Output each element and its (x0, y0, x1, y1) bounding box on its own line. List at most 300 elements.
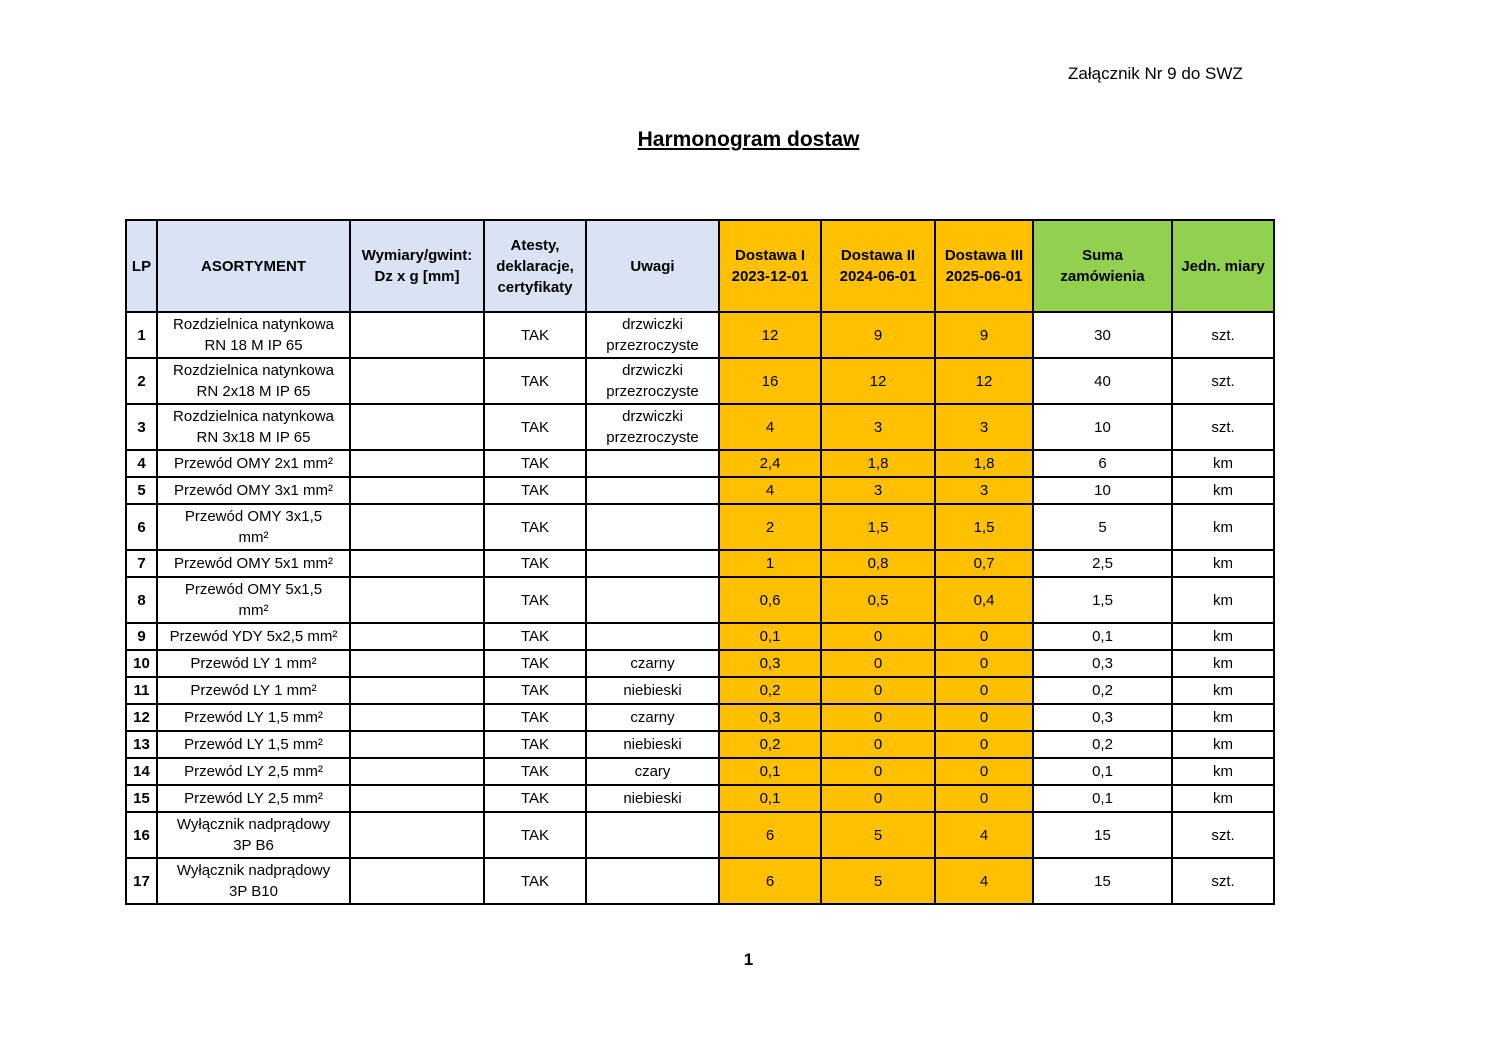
cell-lp-text: 15 (133, 790, 150, 807)
col-header-wymiary (350, 220, 484, 312)
cell-dostawa-3 (935, 623, 1033, 650)
cell-suma (1033, 677, 1172, 704)
cell-dostawa-1 (719, 550, 821, 577)
cell-suma (1033, 312, 1172, 358)
cell-uwagi (586, 785, 719, 812)
cell-dostawa-1 (719, 758, 821, 785)
cell-jedn (1172, 504, 1274, 550)
cell-asortyment (157, 677, 350, 704)
cell-dostawa-1 (719, 785, 821, 812)
cell-wymiary (350, 477, 484, 504)
cell-jedn-text: szt. (1211, 372, 1235, 390)
col-header-dostawa-1-name: Dostawa I (734, 247, 806, 264)
cell-wymiary (350, 312, 484, 358)
cell-suma (1033, 731, 1172, 758)
cell-uwagi (586, 404, 719, 450)
cell-wymiary (350, 812, 484, 858)
cell-jedn-text: szt. (1211, 872, 1235, 890)
cell-atesty (484, 677, 586, 704)
cell-asortyment (157, 858, 350, 904)
cell-dostawa-3 (935, 758, 1033, 785)
table-header-row (126, 220, 1274, 312)
cell-uwagi (586, 550, 719, 577)
cell-jedn (1172, 312, 1274, 358)
cell-dostawa-1-text: 1 (765, 555, 775, 572)
cell-suma (1033, 623, 1172, 650)
cell-asortyment-text-1: Przewód OMY 2x1 mm² (174, 455, 333, 472)
cell-lp-text: 12 (133, 709, 150, 726)
cell-jedn (1172, 358, 1274, 404)
cell-dostawa-3-text: 0,4 (973, 591, 995, 609)
cell-dostawa-1 (719, 858, 821, 904)
cell-suma-text: 15 (1094, 826, 1111, 844)
cell-lp-text: 10 (133, 655, 150, 672)
cell-dostawa-2 (821, 358, 935, 404)
col-header-wymiary-line2: Dz x g [mm] (374, 268, 460, 285)
cell-suma (1033, 577, 1172, 623)
cell-wymiary (350, 858, 484, 904)
cell-asortyment-text-1: Przewód LY 1,5 mm² (184, 709, 323, 726)
cell-atesty-text: TAK (520, 763, 550, 780)
cell-dostawa-1 (719, 677, 821, 704)
cell-dostawa-1 (719, 504, 821, 550)
cell-dostawa-2-text: 0,5 (867, 591, 889, 609)
cell-lp (126, 450, 157, 477)
cell-dostawa-3-text: 9 (979, 326, 989, 344)
cell-asortyment-text-1: Przewód LY 1,5 mm² (184, 736, 323, 753)
table-row (126, 577, 1274, 623)
table-row (126, 677, 1274, 704)
cell-atesty-text: TAK (520, 482, 550, 499)
cell-jedn (1172, 677, 1274, 704)
col-header-suma-line2: zamówienia (1060, 268, 1145, 285)
cell-dostawa-1-text: 0,2 (759, 682, 781, 699)
cell-uwagi (586, 504, 719, 550)
cell-atesty (484, 358, 586, 404)
cell-atesty (484, 785, 586, 812)
cell-wymiary (350, 704, 484, 731)
cell-dostawa-1-text: 0,2 (759, 736, 781, 753)
cell-suma (1033, 650, 1172, 677)
table-row (126, 704, 1274, 731)
cell-atesty (484, 623, 586, 650)
cell-jedn-text: km (1213, 763, 1233, 780)
cell-asortyment-text-1: Rozdzielnica natynkowa (173, 316, 334, 333)
cell-atesty (484, 577, 586, 623)
cell-suma-text: 2,5 (1092, 555, 1113, 572)
cell-jedn (1172, 650, 1274, 677)
cell-dostawa-1-text: 6 (765, 872, 775, 890)
cell-jedn-text: km (1213, 655, 1233, 672)
cell-atesty-text: TAK (520, 455, 550, 472)
cell-atesty (484, 650, 586, 677)
cell-atesty-text: TAK (520, 682, 550, 699)
cell-asortyment-text-2: RN 3x18 M IP 65 (196, 429, 311, 446)
cell-dostawa-3 (935, 677, 1033, 704)
cell-asortyment-text-2: mm² (238, 602, 269, 619)
cell-dostawa-2-text: 12 (869, 372, 887, 390)
cell-dostawa-2-text: 5 (873, 872, 883, 890)
cell-dostawa-3 (935, 504, 1033, 550)
cell-asortyment-text-1: Rozdzielnica natynkowa (173, 408, 334, 425)
cell-uwagi (586, 858, 719, 904)
cell-dostawa-1 (719, 623, 821, 650)
cell-dostawa-2 (821, 550, 935, 577)
cell-lp-text: 17 (133, 872, 150, 890)
cell-wymiary (350, 758, 484, 785)
table-row (126, 477, 1274, 504)
cell-atesty (484, 812, 586, 858)
delivery-schedule-table (125, 219, 1275, 905)
cell-suma-text: 30 (1094, 326, 1111, 344)
cell-asortyment-text-1: Przewód LY 2,5 mm² (184, 763, 323, 780)
cell-lp (126, 312, 157, 358)
cell-wymiary (350, 623, 484, 650)
cell-jedn-text: km (1213, 482, 1233, 499)
col-header-suma-line1: Suma (1082, 247, 1123, 264)
cell-dostawa-3 (935, 650, 1033, 677)
cell-dostawa-2 (821, 650, 935, 677)
cell-lp (126, 650, 157, 677)
cell-jedn (1172, 812, 1274, 858)
cell-jedn-text: km (1213, 555, 1233, 572)
cell-jedn-text: km (1213, 591, 1233, 609)
cell-atesty-text: TAK (520, 655, 550, 672)
table-row (126, 812, 1274, 858)
cell-lp (126, 477, 157, 504)
cell-jedn-text: szt. (1211, 326, 1235, 344)
cell-lp-text: 6 (137, 518, 146, 536)
table-row (126, 623, 1274, 650)
cell-jedn (1172, 550, 1274, 577)
cell-asortyment (157, 404, 350, 450)
cell-wymiary (350, 677, 484, 704)
cell-uwagi (586, 812, 719, 858)
cell-uwagi-text-1: drzwiczki (622, 362, 683, 379)
cell-dostawa-2 (821, 404, 935, 450)
cell-dostawa-3-text: 12 (975, 372, 993, 390)
cell-wymiary (350, 358, 484, 404)
cell-wymiary (350, 504, 484, 550)
cell-lp-text: 7 (137, 555, 146, 572)
cell-atesty (484, 504, 586, 550)
cell-lp-text: 13 (133, 736, 150, 753)
cell-uwagi (586, 677, 719, 704)
cell-atesty (484, 731, 586, 758)
cell-atesty-text: TAK (520, 372, 550, 390)
cell-lp-text: 8 (137, 591, 146, 609)
cell-dostawa-2-text: 1,8 (867, 455, 889, 472)
cell-jedn (1172, 450, 1274, 477)
cell-suma-text: 0,2 (1092, 682, 1113, 699)
cell-dostawa-3-text: 0 (979, 790, 989, 807)
cell-uwagi-text-1: niebieski (623, 790, 682, 807)
cell-asortyment (157, 450, 350, 477)
cell-dostawa-3-text: 0 (979, 736, 989, 753)
cell-asortyment (157, 704, 350, 731)
cell-asortyment-text-2: RN 2x18 M IP 65 (196, 383, 311, 400)
table-row (126, 650, 1274, 677)
cell-dostawa-2-text: 0,8 (867, 555, 889, 572)
cell-lp-text: 1 (137, 326, 146, 344)
table-row (126, 450, 1274, 477)
col-header-jedn: Jedn. miary (1172, 220, 1274, 312)
cell-dostawa-1-text: 4 (765, 482, 775, 499)
cell-uwagi (586, 704, 719, 731)
col-header-wymiary-line1: Wymiary/gwint: (361, 247, 473, 264)
cell-uwagi-text-1: drzwiczki (622, 316, 683, 333)
cell-asortyment-text-1: Przewód LY 1 mm² (190, 682, 317, 699)
cell-lp-text: 2 (137, 372, 146, 390)
cell-atesty (484, 704, 586, 731)
cell-suma-text: 5 (1098, 518, 1107, 536)
cell-asortyment-text-1: Przewód LY 1 mm² (190, 655, 317, 672)
cell-dostawa-1-text: 16 (761, 372, 779, 390)
cell-dostawa-1-text: 0,1 (759, 763, 781, 780)
cell-asortyment-text-1: Przewód OMY 5x1,5 (184, 581, 323, 598)
cell-uwagi-text-1: czarny (630, 709, 675, 726)
cell-dostawa-2-text: 0 (873, 655, 883, 672)
cell-suma-text: 0,2 (1092, 736, 1113, 753)
cell-dostawa-2 (821, 312, 935, 358)
cell-dostawa-1-text: 0,3 (759, 709, 781, 726)
cell-lp (126, 785, 157, 812)
cell-dostawa-1 (719, 704, 821, 731)
cell-dostawa-3-text: 0,7 (973, 555, 995, 572)
col-header-dostawa-2-date: 2024-06-01 (839, 268, 917, 285)
cell-lp-text: 14 (133, 763, 150, 780)
table-row (126, 785, 1274, 812)
cell-dostawa-3 (935, 404, 1033, 450)
cell-lp-text: 3 (137, 418, 146, 436)
cell-suma-text: 0,3 (1092, 655, 1113, 672)
cell-dostawa-3-text: 3 (979, 418, 989, 436)
cell-dostawa-1-text: 6 (765, 826, 775, 844)
cell-dostawa-3 (935, 312, 1033, 358)
cell-dostawa-1 (719, 650, 821, 677)
cell-dostawa-1-text: 2,4 (759, 455, 781, 472)
cell-atesty (484, 312, 586, 358)
cell-suma (1033, 358, 1172, 404)
cell-lp (126, 812, 157, 858)
cell-uwagi (586, 477, 719, 504)
cell-lp (126, 677, 157, 704)
cell-suma-text: 10 (1094, 482, 1111, 499)
cell-asortyment-text-1: Wyłącznik nadprądowy (176, 816, 331, 833)
cell-dostawa-3 (935, 785, 1033, 812)
cell-asortyment (157, 650, 350, 677)
col-header-asortyment: ASORTYMENT (157, 220, 350, 312)
cell-suma (1033, 812, 1172, 858)
cell-uwagi-text-2: przezroczyste (606, 429, 699, 446)
cell-lp-text: 5 (137, 482, 146, 499)
cell-atesty-text: TAK (520, 591, 550, 609)
cell-dostawa-2-text: 0 (873, 628, 883, 645)
attachment-label: Załącznik Nr 9 do SWZ (1068, 64, 1243, 83)
cell-jedn (1172, 477, 1274, 504)
table-row (126, 758, 1274, 785)
cell-asortyment-text-2: mm² (238, 529, 269, 546)
cell-dostawa-1-text: 0,6 (759, 591, 781, 609)
cell-dostawa-3 (935, 812, 1033, 858)
cell-uwagi (586, 623, 719, 650)
cell-dostawa-2-text: 0 (873, 763, 883, 780)
cell-uwagi-text-1: niebieski (623, 682, 682, 699)
cell-dostawa-3-text: 3 (979, 482, 989, 499)
cell-dostawa-2 (821, 450, 935, 477)
cell-wymiary (350, 550, 484, 577)
cell-asortyment (157, 577, 350, 623)
cell-asortyment (157, 358, 350, 404)
cell-suma-text: 40 (1094, 372, 1111, 390)
cell-lp (126, 704, 157, 731)
cell-suma (1033, 477, 1172, 504)
col-header-atesty (484, 220, 586, 312)
cell-lp (126, 550, 157, 577)
cell-atesty-text: TAK (520, 326, 550, 344)
cell-dostawa-2 (821, 677, 935, 704)
cell-dostawa-2 (821, 812, 935, 858)
cell-jedn-text: szt. (1211, 418, 1235, 436)
col-header-dostawa-1 (719, 220, 821, 312)
cell-jedn-text: km (1213, 682, 1233, 699)
cell-jedn (1172, 785, 1274, 812)
col-header-suma (1033, 220, 1172, 312)
cell-dostawa-3-text: 4 (979, 826, 989, 844)
col-header-atesty-line1: Atesty, (510, 236, 560, 254)
cell-jedn-text: km (1213, 736, 1233, 753)
cell-asortyment-text-2: 3P B6 (233, 837, 274, 854)
cell-lp-text: 16 (133, 826, 150, 844)
cell-asortyment (157, 477, 350, 504)
cell-lp-text: 4 (137, 455, 146, 472)
col-header-dostawa-3 (935, 220, 1033, 312)
col-header-atesty-line3: certyfikaty (497, 278, 573, 296)
cell-suma-text: 0,1 (1092, 790, 1113, 807)
cell-dostawa-2 (821, 704, 935, 731)
cell-uwagi (586, 312, 719, 358)
cell-suma-text: 15 (1094, 872, 1111, 890)
cell-dostawa-2-text: 9 (873, 326, 883, 344)
cell-suma-text: 0,1 (1092, 628, 1113, 645)
cell-wymiary (350, 404, 484, 450)
cell-lp (126, 731, 157, 758)
cell-atesty (484, 550, 586, 577)
cell-dostawa-3 (935, 577, 1033, 623)
cell-dostawa-2 (821, 623, 935, 650)
cell-dostawa-2 (821, 758, 935, 785)
cell-dostawa-3 (935, 477, 1033, 504)
cell-jedn (1172, 623, 1274, 650)
cell-atesty (484, 450, 586, 477)
cell-atesty (484, 477, 586, 504)
cell-jedn-text: szt. (1211, 826, 1235, 844)
cell-dostawa-3-text: 0 (979, 682, 989, 699)
col-header-uwagi: Uwagi (586, 220, 719, 312)
table-row (126, 858, 1274, 904)
table-row (126, 404, 1274, 450)
cell-asortyment-text-1: Przewód YDY 5x2,5 mm² (169, 628, 338, 645)
cell-dostawa-2-text: 0 (873, 790, 883, 807)
cell-uwagi (586, 358, 719, 404)
cell-jedn (1172, 731, 1274, 758)
cell-dostawa-2 (821, 785, 935, 812)
cell-lp (126, 504, 157, 550)
cell-dostawa-1-text: 2 (765, 518, 775, 536)
cell-asortyment (157, 504, 350, 550)
cell-suma (1033, 450, 1172, 477)
cell-atesty-text: TAK (520, 518, 550, 536)
cell-jedn-text: km (1213, 709, 1233, 726)
col-header-dostawa-1-date: 2023-12-01 (731, 268, 809, 285)
table-row (126, 550, 1274, 577)
col-header-dostawa-2 (821, 220, 935, 312)
cell-atesty (484, 758, 586, 785)
cell-atesty-text: TAK (520, 628, 550, 645)
cell-dostawa-1-text: 4 (765, 418, 775, 436)
cell-wymiary (350, 731, 484, 758)
cell-dostawa-1 (719, 358, 821, 404)
cell-dostawa-1-text: 0,1 (759, 790, 781, 807)
col-header-dostawa-3-date: 2025-06-01 (945, 268, 1023, 285)
cell-atesty-text: TAK (520, 790, 550, 807)
cell-lp (126, 623, 157, 650)
cell-jedn-text: km (1213, 455, 1233, 472)
cell-suma-text: 10 (1094, 418, 1111, 436)
cell-asortyment-text-1: Przewód OMY 3x1,5 (184, 508, 323, 525)
cell-dostawa-3 (935, 550, 1033, 577)
cell-lp (126, 758, 157, 785)
cell-atesty-text: TAK (520, 555, 550, 572)
cell-jedn-text: km (1213, 518, 1233, 536)
cell-uwagi-text-1: czary (634, 763, 671, 780)
table-row (126, 358, 1274, 404)
document-title: Harmonogram dostaw (637, 128, 860, 151)
cell-dostawa-2-text: 0 (873, 709, 883, 726)
cell-dostawa-1 (719, 812, 821, 858)
cell-uwagi-text-1: czarny (630, 655, 675, 672)
cell-suma-text: 1,5 (1092, 591, 1113, 609)
table-row (126, 731, 1274, 758)
cell-uwagi-text-2: przezroczyste (606, 337, 699, 354)
cell-asortyment-text-1: Rozdzielnica natynkowa (173, 362, 334, 379)
cell-dostawa-2-text: 0 (873, 682, 883, 699)
cell-dostawa-1 (719, 577, 821, 623)
cell-lp-text: 9 (137, 628, 146, 645)
col-header-atesty-line2: deklaracje, (496, 257, 574, 275)
cell-dostawa-3-text: 4 (979, 872, 989, 890)
cell-lp-text: 11 (133, 682, 150, 699)
cell-dostawa-2 (821, 504, 935, 550)
table-row (126, 504, 1274, 550)
cell-atesty-text: TAK (520, 826, 550, 844)
cell-dostawa-3-text: 0 (979, 655, 989, 672)
cell-asortyment-text-1: Wyłącznik nadprądowy (176, 862, 331, 879)
cell-uwagi (586, 650, 719, 677)
cell-suma (1033, 550, 1172, 577)
cell-uwagi (586, 758, 719, 785)
cell-atesty-text: TAK (520, 709, 550, 726)
col-header-dostawa-2-name: Dostawa II (840, 247, 916, 264)
cell-jedn (1172, 758, 1274, 785)
cell-jedn (1172, 577, 1274, 623)
cell-dostawa-1 (719, 450, 821, 477)
cell-atesty (484, 858, 586, 904)
cell-dostawa-3 (935, 358, 1033, 404)
cell-wymiary (350, 577, 484, 623)
cell-jedn-text: km (1213, 628, 1233, 645)
cell-suma (1033, 858, 1172, 904)
